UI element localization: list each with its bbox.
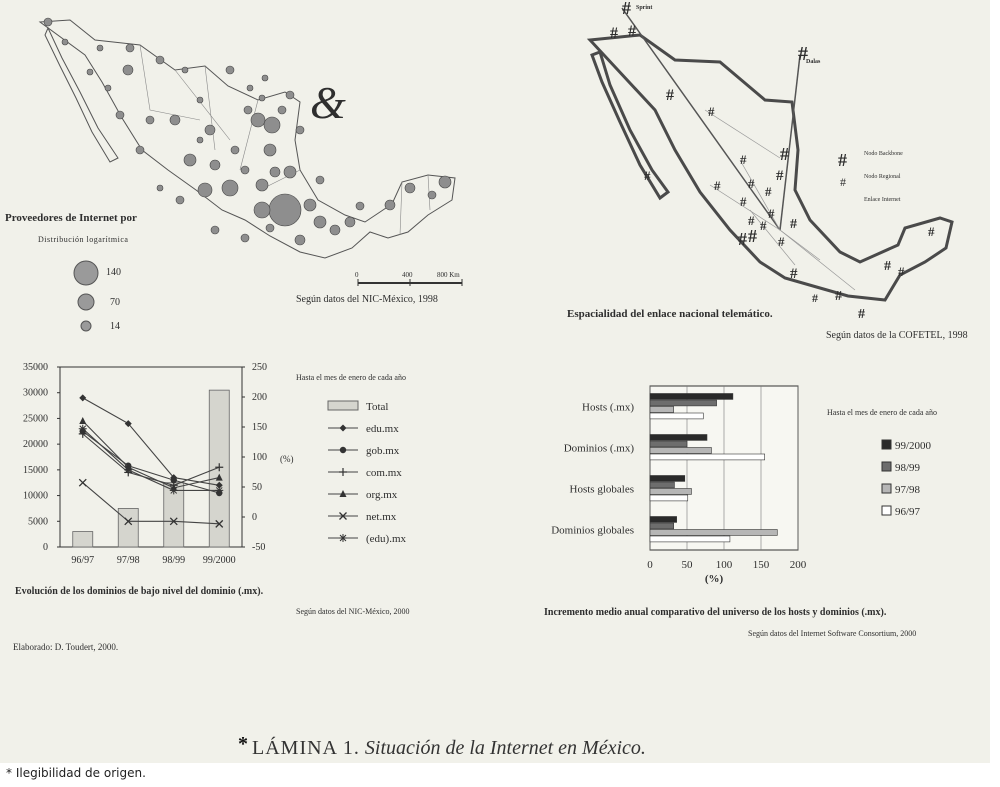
node-symbol: #	[738, 229, 747, 249]
x-tick-label: 97/98	[116, 555, 140, 566]
legend-label-series: edu.mx	[366, 423, 399, 435]
credit: Elaborado: D. Toudert, 2000.	[13, 642, 119, 652]
right-tick-label: 0	[252, 512, 257, 523]
x-tick-label: 0	[647, 559, 653, 571]
left-tick-label: 0	[43, 542, 48, 553]
right-tick-label: 200	[252, 392, 267, 403]
legend-swatch	[882, 484, 891, 493]
node-symbol: #	[760, 218, 767, 233]
node-symbol: #	[812, 291, 818, 305]
x-tick-label: 200	[789, 559, 807, 571]
bar-98/99	[650, 523, 674, 529]
provider-circle	[241, 234, 249, 242]
provider-circle	[182, 67, 188, 73]
category-label: Hosts (.mx)	[582, 401, 634, 414]
bar-98/99	[650, 482, 674, 488]
providers-legend-70: 70	[110, 297, 120, 308]
ampersand-glyph: &	[310, 77, 346, 128]
right-tick-label: 150	[252, 422, 267, 433]
left-tick-label: 10000	[23, 490, 48, 502]
legend-symbol-regional: #	[840, 175, 846, 189]
bar-97/98	[650, 407, 674, 413]
bar-97/98	[650, 489, 691, 495]
provider-circle	[176, 196, 184, 204]
provider-circle	[356, 202, 364, 210]
provider-circle	[345, 217, 355, 227]
hosts-domains-chart	[530, 378, 820, 588]
legend-swatch	[882, 506, 891, 515]
x-tick-label: 98/99	[162, 555, 186, 566]
legend-swatch-total	[328, 401, 358, 410]
plate-title	[238, 733, 646, 760]
marker-x	[79, 479, 86, 486]
right-tick-label: 100	[252, 452, 267, 463]
scale-label-800: 800 Km	[437, 271, 460, 279]
link-sprint	[622, 8, 780, 230]
provider-circle	[197, 97, 203, 103]
right-tick-label: 250	[252, 362, 267, 373]
provider-circle	[316, 176, 324, 184]
left-tick-label: 35000	[23, 362, 48, 373]
provider-circle	[296, 126, 304, 134]
provider-circle	[266, 224, 274, 232]
node-symbol: #	[644, 168, 651, 183]
provider-circle	[254, 202, 270, 218]
provider-circle	[126, 44, 134, 52]
node-symbol: #	[790, 217, 797, 232]
provider-circle	[314, 216, 326, 228]
marker-star	[124, 466, 132, 474]
provider-circle	[304, 199, 316, 211]
provider-circle	[439, 176, 451, 188]
provider-circle	[226, 66, 234, 74]
x-tick-label: 150	[752, 559, 770, 571]
left-tick-label: 5000	[28, 516, 48, 528]
node-symbol: #	[666, 87, 674, 104]
provider-circle	[330, 225, 340, 235]
legend-label: 99/2000	[895, 440, 932, 452]
node-symbol: #	[708, 104, 715, 119]
series-line-circle	[83, 431, 220, 493]
right-tick-label: -50	[252, 542, 266, 553]
chart2-title: Incremento medio anual comparativo del universo de los hosts y dominios (.mx).	[544, 607, 887, 618]
legend-label-series: net.mx	[366, 511, 397, 523]
marker-star	[79, 425, 87, 433]
legend-symbol-backbone: #	[838, 150, 847, 170]
provider-circle	[198, 183, 212, 197]
providers-legend-140: 140	[106, 267, 121, 278]
provider-circle	[278, 106, 286, 114]
category-label: Dominios globales	[551, 524, 634, 537]
provider-circle	[156, 56, 164, 64]
provider-circle	[385, 200, 395, 210]
marker-diamond	[79, 394, 86, 401]
providers-map-subtitle: Distribución logarítmica	[38, 235, 129, 244]
series-line-triangle	[83, 421, 220, 488]
provider-circle	[247, 85, 253, 91]
chart1-note: Hasta el mes de enero de cada año	[296, 373, 406, 382]
legend-label: 96/97	[895, 506, 921, 518]
provider-circle	[184, 154, 196, 166]
provider-circle	[270, 167, 280, 177]
node-symbol: #	[748, 226, 757, 246]
provider-circle	[286, 91, 294, 99]
node-symbol: #	[714, 178, 721, 193]
marker-plus	[339, 468, 347, 476]
provider-circle	[97, 45, 103, 51]
provider-circle	[87, 69, 93, 75]
network-map-source: Según datos de la COFETEL, 1998	[826, 330, 968, 341]
series-line-x	[83, 483, 220, 524]
node-symbol: #	[610, 25, 618, 42]
legend-swatch	[882, 440, 891, 449]
chart2-source: Según datos del Internet Software Consortium, 2000	[748, 629, 917, 638]
provider-circle	[210, 160, 220, 170]
provider-circle	[197, 137, 203, 143]
bar-98/99	[650, 400, 717, 406]
provider-circle	[262, 75, 268, 81]
scale-label-400: 400	[402, 271, 413, 279]
node-symbol: #	[798, 43, 808, 65]
legend-label: 97/98	[895, 484, 921, 496]
node-symbol: #	[884, 259, 891, 274]
node-symbol: #	[748, 213, 755, 228]
provider-circle	[264, 117, 280, 133]
node-symbol: #	[740, 194, 747, 209]
left-tick-label: 15000	[23, 464, 48, 476]
bar-99/2000	[650, 435, 707, 441]
provider-circle	[241, 166, 249, 174]
legend-label: 98/99	[895, 462, 921, 474]
bar-96/97	[650, 454, 765, 460]
marker-triangle	[79, 417, 86, 424]
node-symbol: #	[790, 266, 798, 282]
left-tick-label: 30000	[23, 387, 48, 399]
chart2-note: Hasta el mes de enero de cada año	[827, 408, 937, 417]
provider-circle	[157, 185, 163, 191]
plate-asterisk: *	[238, 733, 248, 755]
left-tick-label: 25000	[23, 413, 48, 425]
provider-circle	[123, 65, 133, 75]
node-symbol: #	[628, 23, 636, 40]
node-symbol: #	[928, 224, 935, 239]
marker-star	[339, 534, 347, 542]
bar-99/2000	[650, 476, 685, 482]
bar-total	[73, 532, 93, 547]
node-symbol: #	[898, 264, 905, 279]
x-tick-label: 100	[715, 559, 733, 571]
marker-star	[170, 486, 178, 494]
provider-circle	[428, 191, 436, 199]
legend-label-total: Total	[366, 401, 389, 413]
right-axis-label: (%)	[280, 454, 294, 464]
provider-circle	[211, 226, 219, 234]
provider-circle	[205, 125, 215, 135]
chart2-legend	[880, 434, 1000, 534]
node-symbol: #	[858, 307, 865, 322]
legend-label-series: org.mx	[366, 489, 398, 501]
provider-circle	[284, 166, 296, 178]
right-tick-label: 50	[252, 482, 262, 493]
bar-98/99	[650, 441, 687, 447]
provider-circle	[259, 95, 265, 101]
provider-circle	[62, 39, 68, 45]
bar-96/97	[650, 413, 703, 419]
node-symbol: #	[740, 152, 747, 167]
legend-swatch	[882, 462, 891, 471]
baja-outline-network	[592, 52, 668, 198]
scale-label-0: 0	[355, 271, 359, 279]
provider-circle	[244, 106, 252, 114]
node-symbol: #	[765, 184, 772, 199]
node-symbol: #	[768, 206, 775, 221]
bar-99/2000	[650, 394, 733, 400]
providers-map-title: Proveedores de Internet por	[5, 212, 137, 224]
category-label: Dominios (.mx)	[563, 442, 634, 455]
map-scale-bar	[355, 271, 462, 286]
bar-99/2000	[650, 517, 677, 523]
legend-label-series: com.mx	[366, 467, 402, 479]
label-dallas: Dalas	[806, 59, 821, 65]
category-label: Hosts globales	[569, 483, 634, 496]
provider-circle	[105, 85, 111, 91]
providers-legend-14: 14	[110, 321, 120, 332]
left-tick-label: 20000	[23, 439, 48, 451]
provider-circle	[295, 235, 305, 245]
chart1-source: Según datos del NIC-México, 2000	[296, 607, 410, 616]
node-symbol: #	[835, 289, 842, 304]
x-axis-label: (%)	[704, 573, 724, 585]
provider-circle	[136, 146, 144, 154]
node-symbol: #	[748, 176, 755, 191]
baja-outline	[45, 28, 118, 162]
marker-star	[215, 486, 223, 494]
provider-circle	[269, 194, 301, 226]
legend-label-link: Enlace Internet	[864, 197, 901, 203]
node-symbol: #	[780, 144, 789, 164]
provider-circle	[44, 18, 52, 26]
network-map-title: Espacialidad del enlace nacional telemático.	[567, 308, 773, 320]
marker-circle	[340, 447, 346, 453]
provider-circle	[222, 180, 238, 196]
provider-circle	[264, 144, 276, 156]
bar-96/97	[650, 536, 730, 542]
x-tick-label: 99/2000	[202, 555, 236, 566]
provider-circle	[405, 183, 415, 193]
chart1-legend	[326, 396, 446, 546]
bar-96/97	[650, 495, 688, 501]
bar-total	[118, 508, 138, 547]
plate-caption: Situación de la Internet en México.	[364, 737, 646, 759]
provider-circle	[251, 113, 265, 127]
provider-circle	[231, 146, 239, 154]
node-symbol: #	[778, 234, 785, 249]
legend-label-series: gob.mx	[366, 445, 400, 457]
legend-label-backbone: Nodo Backbone	[864, 151, 903, 157]
node-symbol: #	[776, 168, 784, 184]
x-tick-label: 50	[681, 559, 693, 571]
provider-circles	[44, 18, 451, 245]
label-sprint: Sprint	[636, 5, 653, 11]
plate-lamina: LÁMINA 1.	[252, 737, 360, 759]
provider-circle	[170, 115, 180, 125]
legend-label-series: (edu).mx	[366, 533, 407, 545]
marker-diamond	[340, 425, 347, 432]
node-symbol: #	[622, 0, 631, 18]
x-tick-label: 96/97	[71, 555, 95, 566]
chart1-title: Evolución de los dominios de bajo nivel del dominio (.mx).	[15, 586, 264, 597]
provider-circle	[256, 179, 268, 191]
provider-circle	[116, 111, 124, 119]
legend-label-regional: Nodo Regional	[864, 174, 901, 180]
series-line-star	[83, 429, 220, 491]
providers-map-source: Según datos del NIC-México, 1998	[296, 294, 438, 305]
domains-evolution-chart	[0, 355, 294, 566]
provider-circle	[146, 116, 154, 124]
footnote: * Ilegibilidad de origen.	[6, 766, 146, 780]
bar-97/98	[650, 530, 777, 536]
bar-97/98	[650, 448, 711, 454]
